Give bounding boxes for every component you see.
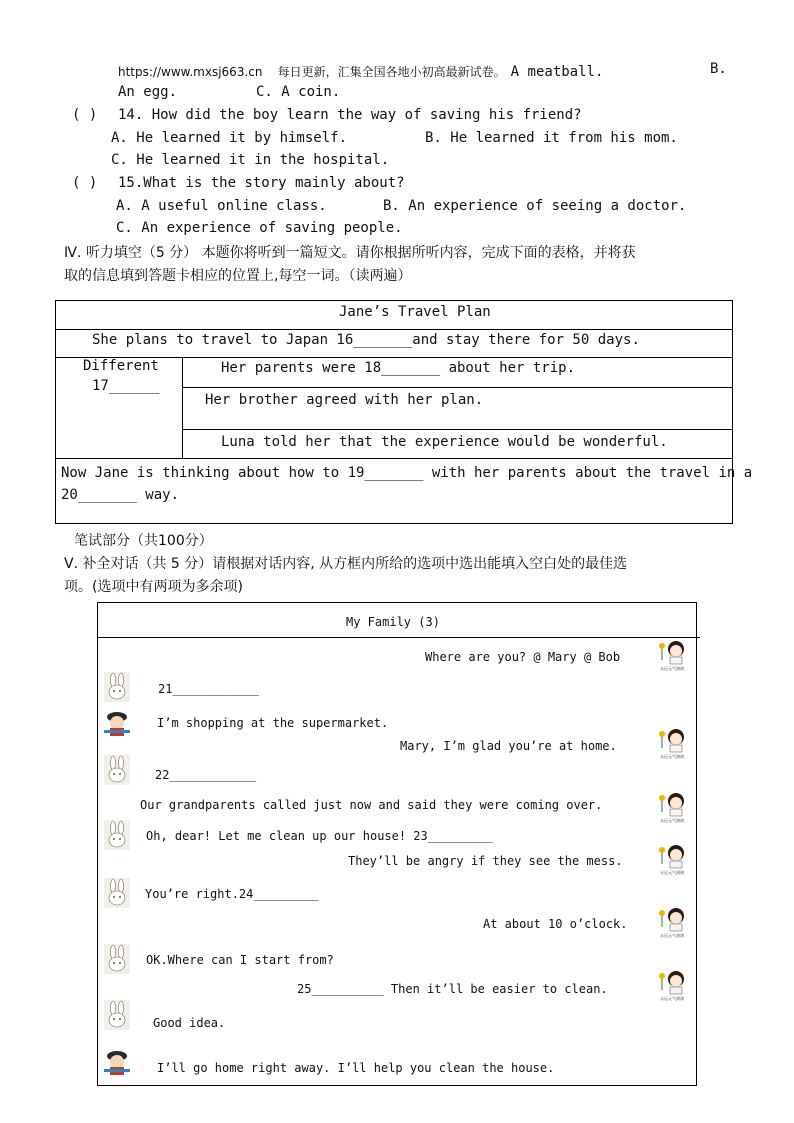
bunny-avatar-icon [104, 755, 130, 785]
dialog-line-8: They’ll be angry if they see the mess. [348, 854, 623, 868]
q14-option-c: C. He learned it in the hospital. [111, 152, 390, 168]
section4-title-line1: Ⅳ. 听力填空（5 分） 本题你将听到一篇短文。请你根据所听内容，完成下面的表格，并将获 [64, 245, 636, 261]
dialog-line-11: OK.Where can I start from? [146, 953, 334, 967]
dialog-line-23: Oh, dear! Let me clean up our house! 23_________ [146, 829, 493, 843]
avatar-caption: 永远元气满满 [660, 996, 684, 1001]
dialog-line-22: 22____________ [155, 768, 257, 782]
avatar-caption: 永远元气满满 [660, 666, 684, 671]
girl-avatar-icon [656, 790, 694, 824]
girl-avatar-icon [656, 905, 694, 939]
boy-avatar-icon [102, 710, 132, 738]
dialog-box [97, 602, 697, 1086]
dialog-line-21: 21____________ [158, 682, 260, 696]
q14-bracket: ( ) [72, 107, 98, 123]
q15-option-b: B. An experience of seeing a doctor. [383, 198, 687, 214]
section5-title-line1: Ⅴ. 补全对话（共 5 分）请根据对话内容, 从方框内所给的选项中选出能填入空白处的最佳选 [64, 556, 628, 572]
dialog-line-14: I’ll go home right away. I’ll help you clean the house. [157, 1061, 555, 1075]
dialog-title: My Family (3) [346, 615, 440, 629]
dialog-line-24: You’re right.24_________ [145, 887, 319, 901]
boy-avatar-icon [102, 1049, 132, 1077]
q14-option-a: A. He learned it by himself. [111, 130, 348, 146]
table-row-japan: She plans to travel to Japan 16_______and stay there for 50 days. [92, 332, 640, 348]
table-title: Jane’s Travel Plan [339, 304, 491, 320]
q14-stem: 14. How did the boy learn the way of saving his friend? [118, 107, 582, 123]
bunny-avatar-icon [104, 820, 130, 850]
section5-title-line2: 项。(选项中有两项为多余项) [64, 579, 243, 595]
table-item-brother: Her brother agreed with her plan. [205, 392, 484, 408]
girl-avatar-icon [656, 842, 694, 876]
avatar-caption: 永远元气满满 [660, 818, 684, 823]
bunny-avatar-icon [104, 672, 130, 702]
avatar-caption: 永远元气满满 [660, 933, 684, 938]
girl-avatar-icon [656, 638, 694, 672]
table-last-line1: Now Jane is thinking about how to 19_______ with her parents about the travel in a [61, 465, 753, 481]
bunny-avatar-icon [104, 878, 130, 908]
q15-stem: 15.What is the story mainly about? [118, 175, 405, 191]
section4-title-line2: 取的信息填到答题卡相应的位置上,每空一词。（读两遍） [64, 268, 412, 284]
avatar-caption: 永远元气满满 [660, 754, 684, 759]
dialog-line-3: I’m shopping at the supermarket. [157, 716, 389, 730]
table-item-luna: Luna told her that the experience would be wonderful. [221, 434, 668, 450]
q13-option-b-text: An egg. [118, 84, 178, 100]
q15-bracket: ( ) [72, 175, 98, 191]
q15-option-c: C. An experience of saving people. [116, 220, 403, 236]
dialog-line-10: At about 10 o’clock. [483, 917, 628, 931]
q14-option-b: B. He learned it from his mom. [425, 130, 678, 146]
q13-option-a: A meatball. [510, 64, 604, 80]
dialog-line-4: Mary, I’m glad you’re at home. [400, 739, 617, 753]
q15-option-a: A. A useful online class. [116, 198, 327, 214]
bunny-avatar-icon [104, 1000, 130, 1030]
table-blank-17: 17______ [92, 378, 160, 394]
q13-option-b-letter: B. [710, 61, 727, 77]
dialog-line-13: Good idea. [153, 1016, 226, 1030]
table-last-line2: 20_______ way. [61, 487, 180, 503]
table-left-label: Different [83, 358, 159, 374]
avatar-caption: 永远元气满满 [660, 870, 684, 875]
bunny-avatar-icon [104, 944, 130, 974]
q13-option-c: C. A coin. [256, 84, 341, 100]
girl-avatar-icon [656, 726, 694, 760]
dialog-line-1: Where are you? @ Mary @ Bob [425, 650, 621, 664]
dialog-line-25: 25__________ Then it’ll be easier to clean. [297, 982, 608, 996]
table-item-parents: Her parents were 18_______ about her trip. [221, 360, 576, 376]
girl-avatar-icon [656, 968, 694, 1002]
header-line [118, 61, 603, 80]
dialog-line-6: Our grandparents called just now and said they were coming over. [140, 798, 603, 812]
source-url: https://www.mxsj663.cn [118, 65, 263, 79]
written-part-heading: 笔试部分（共100分） [74, 533, 213, 549]
source-tagline: 每日更新，汇集全国各地小初高最新试卷。 [277, 65, 506, 79]
